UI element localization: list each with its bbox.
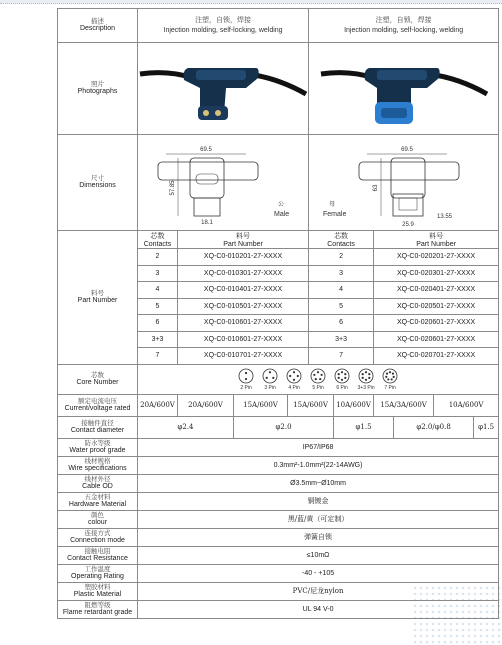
description-female-en: Injection molding, self-locking, welding <box>344 26 464 34</box>
male-contacts-cell: 4 <box>138 282 178 299</box>
dimensions-label-cn: 尺寸 <box>91 174 104 183</box>
top-border <box>0 0 502 4</box>
female-small-dim-1: 13.55 <box>436 213 452 220</box>
description-female <box>309 9 499 43</box>
spec-label-en: Cable OD <box>82 482 113 490</box>
core-number-label-cn: 芯数 <box>91 370 104 379</box>
spec-row-wire <box>58 456 499 474</box>
male-small-dim: 18.1 <box>201 219 213 226</box>
female-part-cell: XQ-C0-020201-27-XXXX <box>374 249 499 266</box>
pin-label: 4 Pin <box>288 384 300 391</box>
female-t-connector-image <box>319 44 489 132</box>
pin-label: 3+3 Pin <box>357 384 375 391</box>
contact-diameter-value: φ1.5 <box>334 416 394 438</box>
male-contacts-cell: 7 <box>138 348 178 365</box>
spec-value: UL 94 V-0 <box>138 600 499 618</box>
core-number-row <box>58 364 499 394</box>
spec-value: 弹簧自锁 <box>138 528 499 546</box>
male-contacts-cell: 5 <box>138 298 178 315</box>
pin-layout-7 <box>381 368 399 391</box>
female-part-cell: XQ-C0-020601-27-XXXX <box>374 315 499 332</box>
voltage-value: 10A/600V <box>434 394 499 416</box>
spec-label-en: Water proof grade <box>69 446 126 454</box>
spec-label-cn: 颜色 <box>91 510 104 519</box>
female-dimension-svg <box>319 136 489 228</box>
pin-layout-4 <box>309 368 327 391</box>
spec-row-cable-od <box>58 474 499 492</box>
part-number-header-row <box>58 231 499 249</box>
spec-value: Ø3.5mm~Ø10mm <box>138 474 499 492</box>
spec-label <box>58 546 138 564</box>
male-width-text: 69.5 <box>200 146 212 153</box>
male-part-cell: XQ-C0-010601-27-XXXX <box>178 315 309 332</box>
voltage-value: 15A/3A/600V <box>374 394 434 416</box>
contact-diameter-label-cn: 接触件直径 <box>81 418 114 427</box>
female-en-label: Female <box>322 210 346 218</box>
spec-value: -40 - +105 <box>138 564 499 582</box>
spec-label-en: Wire specifications <box>68 464 127 472</box>
pin-face-icon <box>238 368 254 384</box>
male-height-text: 57.85 <box>170 179 177 196</box>
spec-label-cn: 阻燃等级 <box>84 600 111 609</box>
female-part-cell: XQ-C0-020301-27-XXXX <box>374 265 499 282</box>
pin-face-icon <box>310 368 326 384</box>
core-number-pins <box>138 364 499 394</box>
spec-row-connection <box>58 528 499 546</box>
male-connector-photo <box>138 43 309 135</box>
description-label-en: Description <box>79 25 115 33</box>
description-male-cn: 注塑，自锁，焊接 <box>195 16 252 25</box>
pin-layout-6 <box>357 368 375 391</box>
voltage-label-en: Current/voltage rated <box>64 404 131 412</box>
female-contacts-cell: 3 <box>309 265 374 282</box>
description-label-cn: 描述 <box>91 17 104 26</box>
voltage-value: 15A/600V <box>288 394 334 416</box>
female-part-header <box>374 231 499 249</box>
male-part-header <box>178 231 309 249</box>
female-contacts-cell: 4 <box>309 282 374 299</box>
voltage-value: 10A/600V <box>334 394 374 416</box>
description-female-cn: 注塑，自锁，焊接 <box>375 16 432 25</box>
pin-face-icon <box>382 368 398 384</box>
female-contacts-header <box>309 231 374 249</box>
female-part-header-en: Part Number <box>416 241 456 248</box>
male-part-cell: XQ-C0-010501-27-XXXX <box>178 298 309 315</box>
spec-label-en: Connection mode <box>70 536 125 544</box>
description-male <box>138 9 309 43</box>
female-contacts-cell: 6 <box>309 315 374 332</box>
contact-diameter-value: φ2.4 <box>138 416 234 438</box>
spec-row-temperature <box>58 564 499 582</box>
voltage-label <box>58 394 138 416</box>
voltage-value: 20A/600V <box>178 394 234 416</box>
male-contacts-cell: 3 <box>138 265 178 282</box>
spec-table <box>57 8 499 619</box>
spec-label <box>58 492 138 510</box>
spec-label-en: Flame retardant grade <box>62 608 133 616</box>
voltage-label-cn: 额定电流电压 <box>78 396 117 405</box>
core-number-label-en: Core Number <box>76 378 119 386</box>
male-part-cell: XQ-C0-010401-27-XXXX <box>178 282 309 299</box>
spec-label-en: Operating Rating <box>71 572 124 580</box>
spec-row-plastic <box>58 582 499 600</box>
spec-row-colour <box>58 510 499 528</box>
spec-label-cn: 塑胶材料 <box>84 582 111 591</box>
pin-face-icon <box>262 368 278 384</box>
spec-label <box>58 510 138 528</box>
spec-label <box>58 456 138 474</box>
female-contacts-cell: 5 <box>309 298 374 315</box>
photographs-label-cn: 照片 <box>91 80 104 89</box>
spec-label-cn: 五金材料 <box>84 492 111 501</box>
male-contacts-header-en: Contacts <box>143 241 172 248</box>
pin-label: 6 Pin <box>336 384 348 391</box>
male-t-connector-image <box>138 44 308 132</box>
spec-row-flame <box>58 600 499 618</box>
pin-label: 3 Pin <box>264 384 276 391</box>
spec-label <box>58 438 138 456</box>
spec-label-cn: 防水等级 <box>84 438 111 447</box>
male-contacts-cell: 3+3 <box>138 331 178 348</box>
dimensions-label-en: Dimensions <box>79 182 116 190</box>
female-part-cell: XQ-C0-020601-27-XXXX <box>374 331 499 348</box>
male-dimension-drawing <box>138 135 309 231</box>
spec-row-resistance <box>58 546 499 564</box>
female-contacts-cell: 7 <box>309 348 374 365</box>
spec-value: 黑/蓝/黄（可定制） <box>138 510 499 528</box>
spec-label-en: colour <box>87 518 108 526</box>
pin-face-icon <box>358 368 374 384</box>
female-contacts-header-cn: 芯数 <box>334 233 349 240</box>
spec-label <box>58 528 138 546</box>
voltage-row <box>58 394 499 416</box>
male-contacts-cell: 2 <box>138 249 178 266</box>
female-contacts-cell: 2 <box>309 249 374 266</box>
spec-label-cn: 连接方式 <box>84 528 111 537</box>
description-row <box>58 9 499 43</box>
description-male-en: Injection molding, self-locking, welding <box>163 26 283 34</box>
male-part-cell: XQ-C0-010201-27-XXXX <box>178 249 309 266</box>
female-dimension-drawing <box>309 135 499 231</box>
spec-value: PVC/尼龙nylon <box>138 582 499 600</box>
male-part-header-cn: 料号 <box>236 233 251 240</box>
female-width-text: 69.5 <box>400 146 413 153</box>
dimensions-row <box>58 135 499 231</box>
male-part-cell: XQ-C0-010601-27-XXXX <box>178 331 309 348</box>
spec-value: IP67/IP68 <box>138 438 499 456</box>
spec-row-waterproof <box>58 438 499 456</box>
female-contacts-header-en: Contacts <box>327 241 355 248</box>
female-part-cell: XQ-C0-020701-27-XXXX <box>374 348 499 365</box>
spec-value: 0.3mm²-1.0mm²(22-14AWG) <box>138 456 499 474</box>
pin-face-icon <box>334 368 350 384</box>
male-contacts-cell: 6 <box>138 315 178 332</box>
pin-label: 5 Pin <box>312 384 324 391</box>
male-cn-label: 公 <box>278 200 285 208</box>
spec-value: ≤10mΩ <box>138 546 499 564</box>
pin-layout-1 <box>237 368 255 391</box>
spec-label <box>58 582 138 600</box>
part-number-label-cn: 料号 <box>91 288 104 297</box>
female-part-cell: XQ-C0-020501-27-XXXX <box>374 298 499 315</box>
male-part-header-en: Part Number <box>223 241 263 248</box>
pin-layout-2 <box>261 368 279 391</box>
contact-diameter-value: φ1.5 <box>474 416 499 438</box>
spec-label <box>58 600 138 618</box>
spec-label-cn: 线材外径 <box>84 474 111 483</box>
photographs-row <box>58 43 499 135</box>
spec-label <box>58 564 138 582</box>
voltage-value: 20A/600V <box>138 394 178 416</box>
dimensions-label <box>58 135 138 231</box>
part-number-label <box>58 231 138 365</box>
spec-row-hardware <box>58 492 499 510</box>
male-dimension-svg <box>138 136 308 228</box>
contact-diameter-value: φ2.0 <box>234 416 334 438</box>
pin-layout-3 <box>285 368 303 391</box>
pin-label: 2 Pin <box>240 384 252 391</box>
part-number-label-en: Part Number <box>77 296 118 304</box>
pin-face-icon <box>286 368 302 384</box>
pin-layout-5 <box>333 368 351 391</box>
description-label <box>58 9 138 43</box>
spec-label <box>58 474 138 492</box>
contact-diameter-label-en: Contact diameter <box>70 426 125 434</box>
photographs-label <box>58 43 138 135</box>
contact-diameter-label <box>58 416 138 438</box>
spec-label-en: Plastic Material <box>73 590 122 598</box>
photographs-label-en: Photographs <box>77 88 118 96</box>
spec-label-cn: 接触电阻 <box>84 546 111 555</box>
contact-diameter-row <box>58 416 499 438</box>
male-part-cell: XQ-C0-010301-27-XXXX <box>178 265 309 282</box>
male-contacts-header-cn: 芯数 <box>150 233 165 240</box>
pin-label: 7 Pin <box>384 384 396 391</box>
voltage-value: 15A/600V <box>234 394 288 416</box>
female-small-dim-2: 25.9 <box>401 221 414 228</box>
spec-label-cn: 线材规格 <box>84 456 111 465</box>
female-part-header-cn: 料号 <box>429 233 444 240</box>
core-number-label <box>58 364 138 394</box>
female-connector-photo <box>309 43 499 135</box>
male-en-label: Male <box>274 210 290 218</box>
male-contacts-header <box>138 231 178 249</box>
spec-label-en: Hardware Material <box>68 500 127 508</box>
male-part-cell: XQ-C0-010701-27-XXXX <box>178 348 309 365</box>
female-height-text: 63 <box>372 184 379 191</box>
contact-diameter-value: φ2.0/φ0.8 <box>394 416 474 438</box>
female-contacts-cell: 3+3 <box>309 331 374 348</box>
spec-value: 铜镀金 <box>138 492 499 510</box>
female-cn-label: 母 <box>328 200 335 208</box>
spec-label-cn: 工作温度 <box>84 564 111 573</box>
spec-label-en: Contact Resistance <box>67 554 128 562</box>
female-part-cell: XQ-C0-020401-27-XXXX <box>374 282 499 299</box>
